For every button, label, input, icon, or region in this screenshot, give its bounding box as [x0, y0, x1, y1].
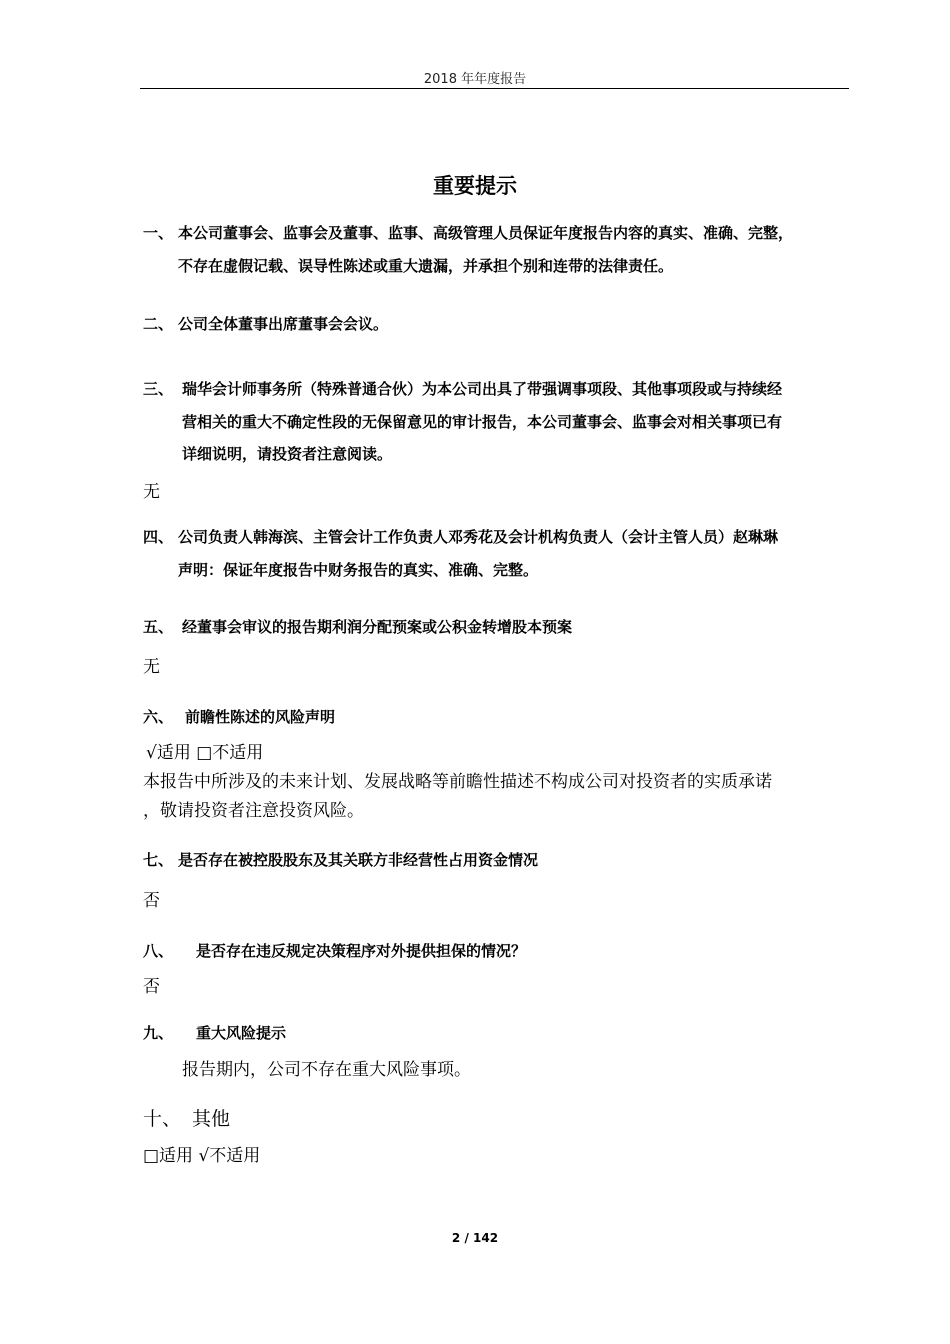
- item7-line1: 是否存在被控股股东及其关联方非经营性占用资金情况: [178, 851, 539, 869]
- item9-body: 报告期内，公司不存在重大风险事项。: [182, 1060, 471, 1080]
- item1-line1: 本公司董事会、监事会及董事、监事、高级管理人员保证年度报告内容的真实、准确、完整，: [178, 224, 794, 242]
- header-divider: [140, 88, 849, 89]
- item6-body-line1: 本报告中所涉及的未来计划、发展战略等前瞻性描述不构成公司对投资者的实质承诺: [143, 772, 772, 792]
- item6-applicable-option: √适用 □不适用: [146, 743, 264, 763]
- item10-applicable-option: □适用 √不适用: [143, 1146, 261, 1166]
- item4-line1: 公司负责人韩海滨、主管会计工作负责人邓秀花及会计机构负责人（会计主管人员）赵琳琳: [178, 528, 779, 546]
- item8-line1: 是否存在违反规定决策程序对外提供担保的情况？: [196, 942, 527, 960]
- item10-number: 十、: [143, 1108, 182, 1130]
- item4-number: 四、: [143, 528, 174, 546]
- item1-line2: 不存在虚假记载、误导性陈述或重大遗漏，并承担个别和连带的法律责任。: [178, 257, 674, 275]
- item8-number: 八、: [143, 942, 174, 960]
- item3-line1: 瑞华会计师事务所（特殊普通合伙）为本公司出具了带强调事项段、其他事项段或与持续经: [182, 380, 783, 398]
- item5-number: 五、: [143, 618, 174, 636]
- item5-answer: 无: [143, 657, 160, 677]
- running-header: 2018 年年度报告: [423, 72, 527, 87]
- item10-line1: 其他: [192, 1108, 231, 1130]
- item2-line1: 公司全体董事出席董事会会议。: [178, 315, 389, 333]
- item9-number: 九、: [143, 1024, 174, 1042]
- item7-answer: 否: [143, 891, 160, 911]
- item4-line2: 声明：保证年度报告中财务报告的真实、准确、完整。: [178, 561, 539, 579]
- item9-line1: 重大风险提示: [196, 1024, 287, 1042]
- item3-answer: 无: [143, 482, 160, 502]
- item6-number: 六、: [143, 708, 174, 726]
- item7-number: 七、: [143, 851, 174, 869]
- item6-body-line2: ，敬请投资者注意投资风险。: [143, 801, 364, 821]
- page-number: 2 / 142: [451, 1231, 499, 1245]
- item3-number: 三、: [143, 380, 174, 398]
- item8-answer: 否: [143, 977, 160, 997]
- item1-number: 一、: [143, 224, 174, 242]
- item5-line1: 经董事会审议的报告期利润分配预案或公积金转增股本预案: [182, 618, 573, 636]
- page-title: 重要提示: [433, 174, 517, 198]
- item3-line2: 营相关的重大不确定性段的无保留意见的审计报告，本公司董事会、监事会对相关事项已有: [182, 413, 783, 431]
- item3-line3: 详细说明，请投资者注意阅读。: [182, 445, 393, 463]
- item2-number: 二、: [143, 315, 174, 333]
- item6-line1: 前瞻性陈述的风险声明: [185, 708, 336, 726]
